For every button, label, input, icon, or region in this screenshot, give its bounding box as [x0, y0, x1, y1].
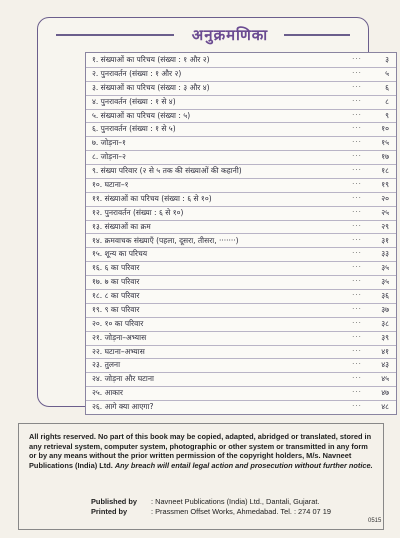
index-row [86, 178, 396, 193]
index-leader-dots: ··· [352, 166, 362, 175]
index-leader-dots: ··· [352, 179, 362, 188]
index-entry-title: २४. जोड़ना और घटाना [92, 374, 154, 384]
index-page-number: ३५ [381, 277, 389, 287]
index-row [86, 136, 396, 151]
index-row [86, 192, 396, 207]
index-title: अनुक्रमणिका [180, 24, 280, 46]
index-page-number: ३९ [381, 332, 389, 342]
index-row [86, 289, 396, 304]
title-rule-right [284, 34, 350, 36]
table-of-contents [85, 52, 397, 415]
index-page-number: २५ [381, 207, 389, 217]
index-row [86, 317, 396, 332]
copyright-warning: Any breach will entail legal action and prosecution without further notice. [114, 460, 373, 470]
index-page-number: ४३ [381, 360, 389, 370]
printed-by-label: Printed by [91, 507, 128, 516]
index-row [86, 261, 396, 276]
index-entry-title: १३. संख्याओं का क्रम [92, 221, 151, 231]
index-leader-dots: ··· [352, 402, 362, 411]
index-entry-title: १७. ७ का परिवार [92, 277, 140, 287]
index-leader-dots: ··· [352, 374, 362, 383]
index-entry-title: २. पुनरावर्तन (संख्या : १ और २) [92, 68, 182, 78]
index-row [86, 95, 396, 110]
index-row [86, 372, 396, 387]
index-leader-dots: ··· [352, 221, 362, 230]
published-by-label: Published by [91, 497, 137, 506]
print-code: 0515 [368, 518, 382, 524]
index-row [86, 150, 396, 165]
index-row [86, 220, 396, 235]
index-leader-dots: ··· [352, 291, 362, 300]
index-leader-dots: ··· [352, 55, 362, 63]
index-page-number: १५ [381, 138, 389, 148]
index-leader-dots: ··· [352, 124, 362, 133]
index-row [86, 331, 396, 346]
index-entry-title: १०. घटाना–१ [92, 179, 129, 189]
title-rule-left [56, 34, 174, 36]
index-page-number: ४५ [381, 374, 389, 384]
index-leader-dots: ··· [352, 388, 362, 397]
index-leader-dots: ··· [352, 68, 362, 77]
index-leader-dots: ··· [352, 346, 362, 355]
index-row [86, 275, 396, 290]
index-row [86, 53, 396, 68]
index-row [86, 400, 396, 414]
index-page-number: ४८ [381, 402, 389, 412]
index-page-number: ३८ [381, 318, 389, 328]
index-leader-dots: ··· [352, 110, 362, 119]
index-leader-dots: ··· [352, 263, 362, 272]
index-page-number: १७ [381, 152, 389, 162]
index-entry-title: २०. १० का परिवार [92, 318, 144, 328]
copyright-notice-text: All rights reserved. No part of this book may be copied, adapted, abridged or translated, stored in any retrieval system, computer system, photographic or other system or transmitted in any form or by any means without the prior written permission of the copyright holders, M/s. Navneet Publications (India) Ltd. [29, 432, 372, 470]
index-entry-title: २२. घटाना–अभ्यास [92, 346, 145, 356]
index-row [86, 358, 396, 373]
index-leader-dots: ··· [352, 207, 362, 216]
index-row [86, 345, 396, 360]
index-page-number: ६ [385, 82, 389, 92]
index-entry-title: ९. संख्या परिवार (२ से ५ तक की संख्याओं की कहानी) [92, 166, 242, 176]
index-row [86, 303, 396, 318]
index-page-number: १८ [381, 166, 389, 176]
index-entry-title: १२. पुनरावर्तन (संख्या : ६ से १०) [92, 207, 184, 217]
index-page-number: ४७ [381, 388, 389, 398]
index-page-number: २९ [381, 221, 389, 231]
index-entry-title: १४. क्रमवाचक संख्याएँ (पहला, दूसरा, तीसरा, ·······) [92, 235, 239, 245]
index-page-number: ३६ [381, 291, 389, 301]
index-page-number: ३५ [381, 263, 389, 273]
printed-by-value: : Prassmen Offset Works, Ahmedabad. Tel. : 274 07 19 [151, 507, 331, 516]
index-page-number: ८ [385, 96, 389, 106]
index-leader-dots: ··· [352, 96, 362, 105]
index-leader-dots: ··· [352, 318, 362, 327]
index-entry-title: २५. आकार [92, 388, 124, 398]
index-row [86, 122, 396, 137]
index-entry-title: १८. ८ का परिवार [92, 291, 140, 301]
index-page-number: ३१ [381, 235, 389, 245]
index-leader-dots: ··· [352, 138, 362, 147]
index-entry-title: १. संख्याओं का परिचय (संख्या : १ और २) [92, 55, 210, 64]
index-row [86, 247, 396, 262]
index-entry-title: १५. शून्य का परिचय [92, 249, 148, 259]
index-page-number: ३७ [381, 304, 389, 314]
index-leader-dots: ··· [352, 193, 362, 202]
index-entry-title: ६. पुनरावर्तन (संख्या : १ से ५) [92, 124, 176, 134]
index-leader-dots: ··· [352, 332, 362, 341]
index-entry-title: ११. संख्याओं का परिचय (संख्या : ६ से १०) [92, 193, 212, 203]
index-entry-title: २६. आगे क्या आएगा? [92, 402, 154, 412]
index-page-number: ३३ [381, 249, 389, 259]
index-page-number: १० [381, 124, 389, 134]
index-row [86, 81, 396, 96]
published-by-value: : Navneet Publications (India) Ltd., Dantali, Gujarat. [151, 497, 320, 506]
index-frame [37, 17, 389, 412]
index-page-number: २० [381, 193, 389, 203]
index-entry-title: ३. संख्याओं का परिचय (संख्या : ३ और ४) [92, 82, 210, 92]
index-entry-title: २३. तुलना [92, 360, 121, 370]
index-entry-title: ४. पुनरावर्तन (संख्या : १ से ४) [92, 96, 176, 106]
copyright-box [18, 423, 384, 530]
index-entry-title: २१. जोड़ना–अभ्यास [92, 332, 147, 342]
index-row [86, 386, 396, 401]
index-entry-title: ७. जोड़ना–१ [92, 138, 126, 148]
index-row [86, 206, 396, 221]
index-row [86, 67, 396, 82]
index-page-number: ४१ [381, 346, 389, 356]
index-row [86, 109, 396, 124]
index-page-number: ३ [385, 55, 389, 64]
index-entry-title: १९. ९ का परिवार [92, 304, 140, 314]
index-leader-dots: ··· [352, 360, 362, 369]
copyright-notice [29, 432, 375, 470]
index-leader-dots: ··· [352, 82, 362, 91]
index-leader-dots: ··· [352, 304, 362, 313]
index-entry-title: १६. ६ का परिवार [92, 263, 140, 273]
index-leader-dots: ··· [352, 152, 362, 161]
index-row [86, 164, 396, 179]
index-leader-dots: ··· [352, 249, 362, 258]
index-row [86, 234, 396, 249]
index-page-number: ९ [385, 110, 389, 120]
index-page-number: १९ [381, 179, 389, 189]
index-leader-dots: ··· [352, 277, 362, 286]
index-entry-title: ५. संख्याओं का परिचय (संख्या : ५) [92, 110, 191, 120]
index-leader-dots: ··· [352, 235, 362, 244]
index-page-number: ५ [385, 68, 389, 78]
index-entry-title: ८. जोड़ना–२ [92, 152, 126, 162]
